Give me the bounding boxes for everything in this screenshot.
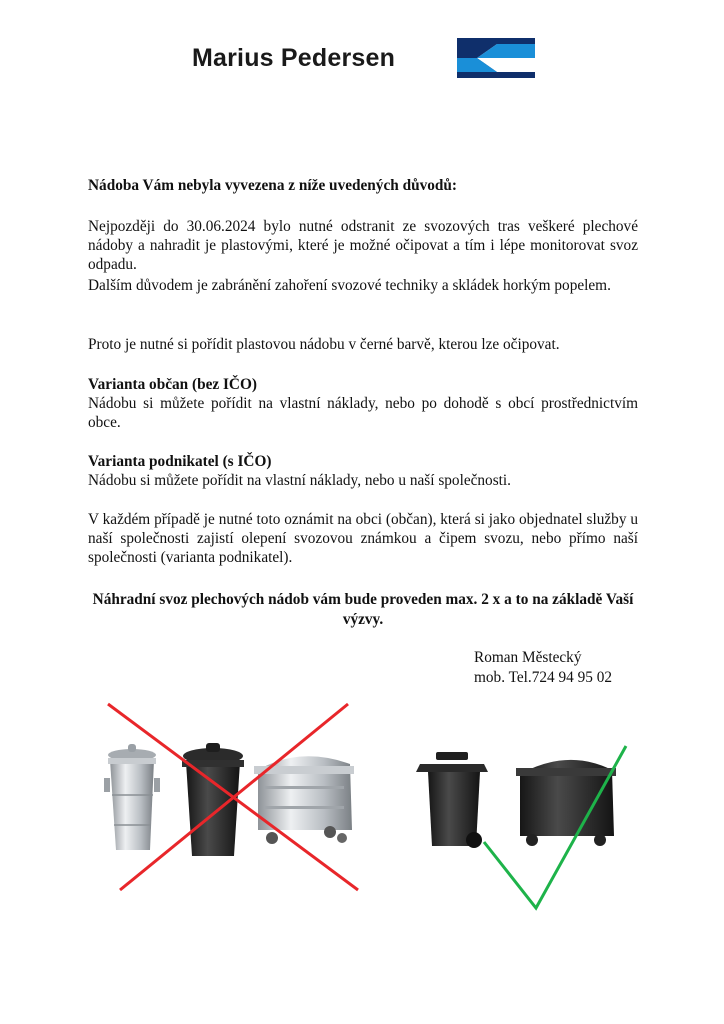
signature-name: Roman Městecký (474, 649, 582, 666)
paragraph-requirement (88, 335, 638, 354)
bins-illustration (0, 690, 724, 920)
variant-citizen-title: Varianta občan (bez IČO) (88, 376, 257, 393)
paragraph-fire (88, 276, 638, 295)
requirement-text: Proto je nutné si pořídit plastovou nádobu v černé barvě, kterou lze očipovat. (88, 336, 560, 353)
variant-business-title: Varianta podnikatel (s IČO) (88, 453, 272, 470)
variant-citizen-text: Nádobu si můžete pořídit na vlastní náklady, nebo po dohodě s obcí prostřednictvím obce. (88, 395, 638, 431)
paragraph-notify (88, 510, 638, 567)
black-container-icon (516, 760, 616, 846)
notice-title: Nádoba Vám nebyla vyvezena z níže uvedených důvodů: (88, 177, 457, 194)
company-logo-icon (457, 38, 535, 78)
variant-citizen (88, 375, 638, 432)
replacement-note: Náhradní svoz plechových nádob vám bude proveden max. 2 x a to na základě Vaší výzvy. (92, 591, 634, 628)
signature-phone: mob. Tel.724 94 95 02 (474, 669, 613, 686)
paragraph-deadline (88, 217, 638, 274)
deadline-text: Nejpozději do 30.06.2024 bylo nutné odstranit ze svozových tras veškeré plechové nádoby a nahradit je plastovými, které je možné očipovat a tím i lépe monitorovat svoz odpadu. (88, 218, 638, 273)
metal-round-bin-icon (104, 744, 160, 850)
signature (474, 648, 612, 688)
variant-business-text: Nádobu si můžete pořídit na vlastní náklady, nebo u naší společnosti. (88, 472, 511, 489)
notify-text: V každém případě je nutné toto oznámit na obci (občan), která si jako objednatel služby u naší společnosti zajistí olepení svozovou známkou a čipem svozu, nebo přímo naší společnosti (varianta podnikatel). (88, 511, 638, 566)
black-wheelie-bin-icon (416, 752, 488, 848)
variant-business (88, 452, 638, 490)
company-logo-text: Marius Pedersen (192, 44, 396, 72)
fire-text: Dalším důvodem je zabránění zahoření svozové techniky a skládek horkým popelem. (88, 277, 611, 294)
